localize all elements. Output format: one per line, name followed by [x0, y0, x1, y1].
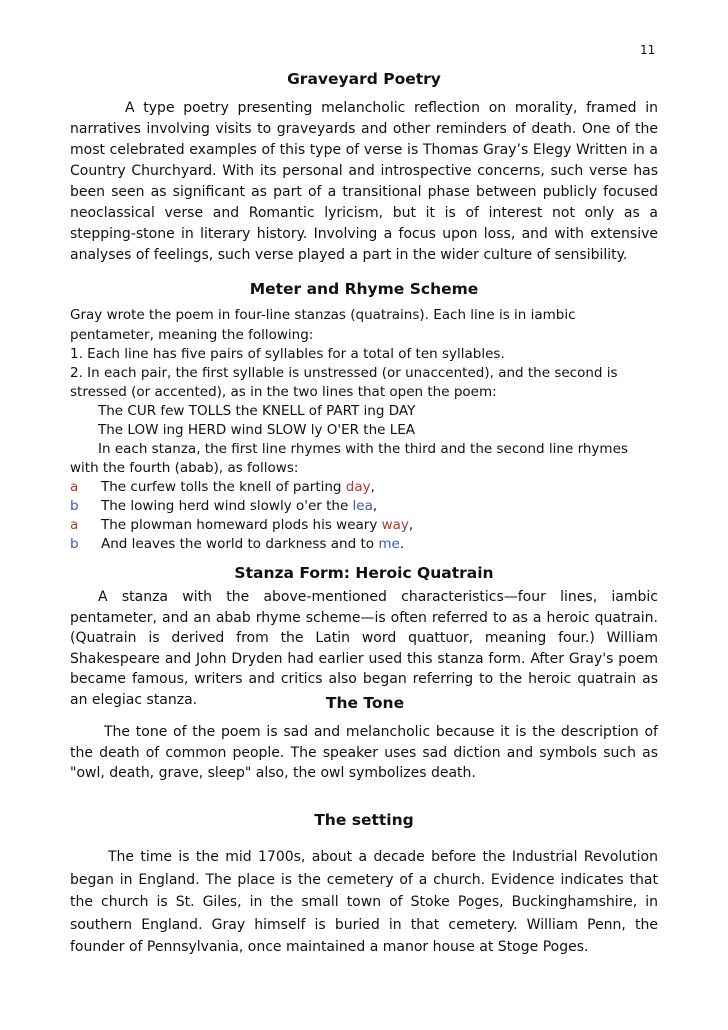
poem-stress-line-2: The LOW ing HERD wind SLOW ly O'ER the LEA [98, 422, 416, 438]
heading-stanza-form: Stanza Form: Heroic Quatrain [234, 564, 494, 582]
heading-graveyard-poetry: Graveyard Poetry [287, 70, 441, 88]
paragraph-tone [70, 722, 658, 784]
paragraph-setting [70, 846, 658, 959]
meter-line-1: Gray wrote the poem in four-line stanzas (quatrains). Each line is in iambic [70, 307, 576, 323]
rhyme-letter-a: a [70, 517, 79, 533]
rhyme-explanation-line: In each stanza, the first line rhymes with the third and the second line rhymes [98, 441, 628, 457]
meter-line-4: 2. In each pair, the first syllable is unstressed (or unaccented), and the second is [70, 365, 618, 381]
rhyme-line-4: And leaves the world to darkness and to me. [101, 536, 405, 552]
heading-tone: The Tone [325, 694, 405, 712]
rhyme-letter-b: b [70, 536, 79, 552]
paragraph-graveyard-poetry [70, 98, 658, 266]
rhyme-word-b: me [378, 536, 400, 552]
meter-line-2: pentameter, meaning the following: [70, 327, 314, 343]
paragraph-text: The tone of the poem is sad and melancholic because it is the description of the death of common people. The speaker uses sad diction and symbols such as "owl, death, grave, sleep" also, the owl symbolizes death. [70, 724, 658, 781]
poem-stress-line-1: The CUR few TOLLS the KNELL of PART ing DAY [98, 403, 416, 419]
page-number: 11 [640, 43, 656, 57]
rhyme-word-b: lea [352, 498, 373, 514]
rhyme-word-a: way [381, 517, 409, 533]
rhyme-explanation-continuation: with the fourth (abab), as follows: [70, 460, 299, 476]
rhyme-line-1: The curfew tolls the knell of parting day, [101, 479, 375, 495]
rhyme-line-2: The lowing herd wind slowly o'er the lea, [101, 498, 378, 514]
heading-setting: The setting [314, 811, 414, 829]
rhyme-word-a: day [345, 479, 371, 495]
heading-meter-rhyme: Meter and Rhyme Scheme [249, 280, 479, 298]
paragraph-text: A type poetry presenting melancholic reflection on morality, framed in narratives involving visits to graveyards and other reminders of death. One of the most celebrated examples of this type of verse is Thomas Gray’s Elegy Written in a Country Churchyard. With its personal and introspective concerns, such verse has been seen as significant as part of a transitional phase between publicly focused neoclassical verse and Romantic lyricism, but it is of interest not only as a stepping-stone in literary history. Involving a focus upon loss, and with extensive analyses of feelings, such verse played a part in the wider culture of sensibility. [70, 100, 658, 263]
paragraph-stanza-form [70, 587, 658, 710]
rhyme-line-3: The plowman homeward plods his weary way, [101, 517, 414, 533]
paragraph-text: A stanza with the above-mentioned characteristics—four lines, iambic pentameter, and an abab rhyme scheme—is often referred to as a heroic quatrain. (Quatrain is derived from the Latin word quattuor, meaning four.) William Shakespeare and John Dryden had earlier used this stanza form. After Gray's poem became famous, writers and critics also began referring to the heroic quatrain as an elegiac stanza. [70, 589, 658, 708]
paragraph-text: The time is the mid 1700s, about a decade before the Industrial Revolution began in England. The place is the cemetery of a church. Evidence indicates that the church is St. Giles, in the small town of Stoke Poges, Buckinghamshire, in southern England. Gray himself is buried in that cemetery. William Penn, the founder of Pennsylvania, once maintained a manor house at Stoge Poges. [70, 849, 658, 955]
rhyme-letter-a: a [70, 479, 79, 495]
meter-line-5: stressed (or accented), as in the two lines that open the poem: [70, 384, 497, 400]
meter-line-3: 1. Each line has five pairs of syllables for a total of ten syllables. [70, 346, 505, 362]
rhyme-letter-b: b [70, 498, 79, 514]
